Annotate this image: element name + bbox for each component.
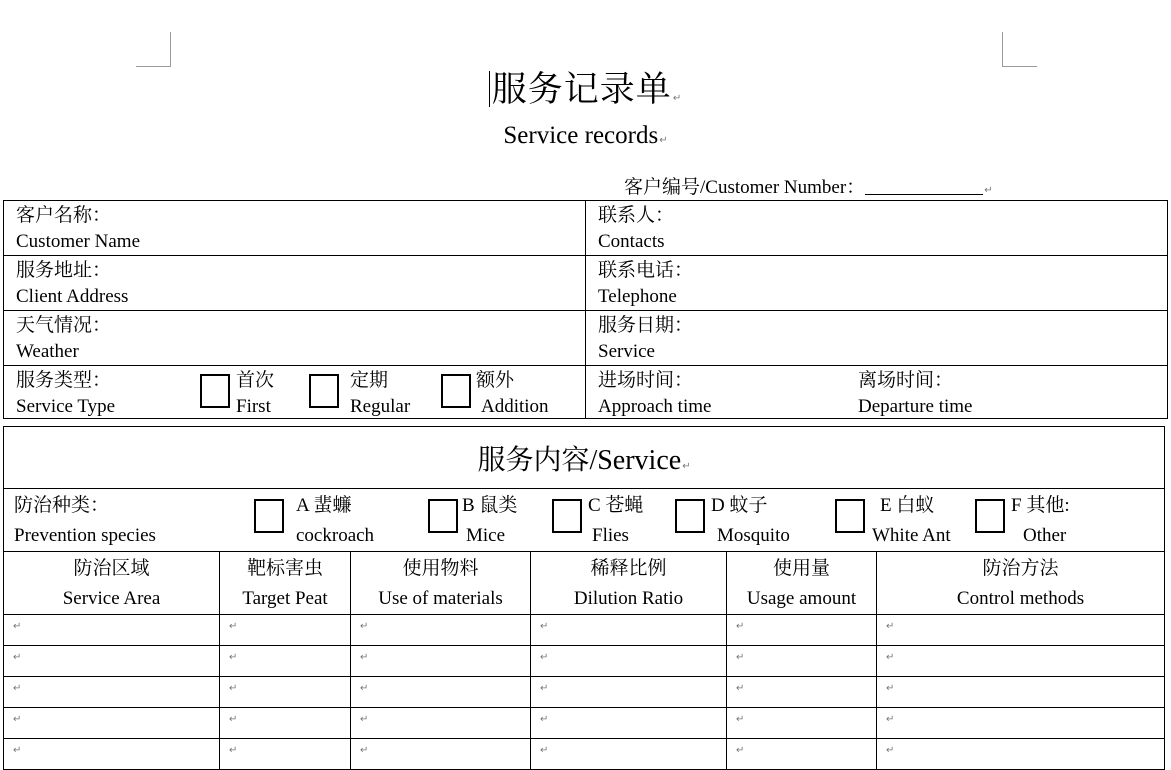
paragraph-mark-icon: ↵	[13, 652, 22, 663]
prevention-species-cell	[4, 489, 1165, 552]
time-cell	[586, 366, 1168, 419]
mosquito-label-en: Mosquito	[717, 525, 790, 546]
paragraph-mark-icon: ↵	[229, 714, 238, 725]
species-other-label	[1011, 491, 1070, 551]
table-cell[interactable]	[727, 708, 877, 739]
document-title-chinese	[0, 62, 1171, 112]
contacts-label-cn: 联系人：	[598, 205, 675, 226]
table-cell[interactable]	[727, 615, 877, 646]
departure-time-label-en: Departure time	[858, 396, 973, 417]
info-row-customer	[4, 201, 1168, 256]
species-mice-checkbox[interactable]	[428, 499, 458, 533]
paragraph-mark-icon: ↵	[659, 135, 668, 146]
approach-time-field[interactable]	[598, 368, 711, 420]
paragraph-mark-icon: ↵	[13, 745, 22, 756]
paragraph-mark-icon: ↵	[736, 714, 745, 725]
table-cell[interactable]	[220, 708, 351, 739]
paragraph-mark-icon: ↵	[736, 745, 745, 756]
customer-name-cell[interactable]	[4, 201, 586, 256]
customer-name-label-cn: 客户名称：	[16, 205, 112, 226]
species-mice-label	[462, 491, 517, 551]
service-section-title-row	[4, 427, 1165, 489]
info-row-service-type	[4, 366, 1168, 419]
customer-info-table	[3, 200, 1168, 419]
mice-label-en: Mice	[466, 525, 506, 546]
paragraph-mark-icon: ↵	[229, 621, 238, 632]
paragraph-mark-icon: ↵	[672, 93, 683, 104]
white-ant-label-cn: E 白蚁	[880, 495, 935, 516]
service-type-regular-checkbox[interactable]	[309, 374, 339, 408]
info-row-weather	[4, 311, 1168, 366]
paragraph-mark-icon: ↵	[886, 652, 895, 663]
paragraph-mark-icon: ↵	[886, 621, 895, 632]
species-cockroach-checkbox[interactable]	[254, 499, 284, 533]
paragraph-mark-icon: ↵	[682, 460, 691, 472]
paragraph-mark-icon: ↵	[886, 745, 895, 756]
table-cell[interactable]	[351, 646, 531, 677]
paragraph-mark-icon: ↵	[984, 185, 993, 196]
prevention-species-row	[4, 489, 1165, 552]
contacts-label-en: Contacts	[598, 231, 665, 252]
col-header-service-area	[4, 552, 220, 615]
title-cn-text: 服务记录单	[491, 70, 672, 110]
service-section-title-text: 服务内容/Service	[477, 444, 682, 476]
table-cell[interactable]	[351, 615, 531, 646]
table-row	[4, 708, 1165, 739]
telephone-label-en: Telephone	[598, 286, 677, 307]
cockroach-label-cn: A 蜚蠊	[296, 495, 352, 516]
telephone-label-cn: 联系电话：	[598, 260, 694, 281]
paragraph-mark-icon: ↵	[540, 621, 549, 632]
table-row	[4, 739, 1165, 770]
col-target-pest-cn: 靶标害虫	[246, 558, 323, 579]
regular-label-en: Regular	[350, 396, 411, 417]
addition-label-en: Addition	[481, 396, 549, 417]
text-cursor	[489, 71, 490, 107]
other-label-cn: F 其他:	[1011, 495, 1070, 516]
addition-label-cn: 额外	[476, 370, 515, 391]
first-label-cn: 首次	[236, 370, 275, 391]
white-ant-label-en: White Ant	[872, 525, 951, 546]
table-cell[interactable]	[877, 739, 1165, 770]
first-label-en: First	[236, 396, 271, 417]
mice-label-cn: B 鼠类	[462, 495, 518, 516]
col-header-dilution-ratio	[531, 552, 727, 615]
paragraph-mark-icon: ↵	[540, 745, 549, 756]
col-target-pest-en: Target Peat	[242, 588, 328, 609]
table-cell[interactable]	[531, 677, 727, 708]
col-header-target-pest	[220, 552, 351, 615]
table-cell[interactable]	[220, 739, 351, 770]
flies-label-en: Flies	[592, 525, 629, 546]
col-header-usage-amount	[727, 552, 877, 615]
paragraph-mark-icon: ↵	[13, 714, 22, 725]
table-cell[interactable]	[4, 739, 220, 770]
table-row	[4, 615, 1165, 646]
col-header-control-methods	[877, 552, 1165, 615]
paragraph-mark-icon: ↵	[360, 621, 369, 632]
col-materials-en: Use of materials	[378, 588, 503, 609]
col-usage-cn: 使用量	[772, 558, 830, 579]
mosquito-label-cn: D 蚊子	[711, 495, 768, 516]
service-date-label-cn: 服务日期：	[598, 315, 694, 336]
document-title-english	[0, 122, 1171, 150]
service-type-label-cn: 服务类型：	[16, 370, 112, 391]
service-type-addition-label	[476, 368, 549, 420]
table-cell[interactable]	[531, 708, 727, 739]
paragraph-mark-icon: ↵	[886, 714, 895, 725]
table-cell[interactable]	[4, 677, 220, 708]
table-cell[interactable]	[877, 615, 1165, 646]
weather-label-cn: 天气情况：	[16, 315, 112, 336]
service-type-cell	[4, 366, 586, 419]
col-control-cn: 防治方法	[982, 558, 1059, 579]
flies-label-cn: C 苍蝇	[588, 495, 644, 516]
paragraph-mark-icon: ↵	[540, 652, 549, 663]
customer-name-label-en: Customer Name	[16, 231, 141, 252]
species-flies-checkbox[interactable]	[552, 499, 582, 533]
col-dilution-cn: 稀释比例	[590, 558, 667, 579]
table-cell[interactable]	[4, 708, 220, 739]
table-cell[interactable]	[4, 615, 220, 646]
table-cell[interactable]	[877, 646, 1165, 677]
other-label-en: Other	[1023, 525, 1067, 546]
telephone-cell[interactable]	[586, 256, 1168, 311]
paragraph-mark-icon: ↵	[540, 683, 549, 694]
species-other-checkbox[interactable]	[975, 499, 1005, 533]
col-materials-cn: 使用物料	[402, 558, 479, 579]
table-cell[interactable]	[531, 615, 727, 646]
table-cell[interactable]	[877, 708, 1165, 739]
paragraph-mark-icon: ↵	[886, 683, 895, 694]
col-header-materials	[351, 552, 531, 615]
prevention-species-label	[14, 491, 156, 551]
table-cell[interactable]	[727, 677, 877, 708]
service-type-label	[16, 368, 115, 420]
prevention-label-en: Prevention species	[14, 525, 156, 546]
customer-number-label: 客户编号/Customer Number：	[624, 177, 866, 198]
species-mosquito-label	[711, 491, 790, 551]
paragraph-mark-icon: ↵	[13, 621, 22, 632]
paragraph-mark-icon: ↵	[360, 652, 369, 663]
table-row	[4, 646, 1165, 677]
table-cell[interactable]	[727, 646, 877, 677]
table-cell[interactable]	[531, 739, 727, 770]
col-usage-en: Usage amount	[746, 588, 857, 609]
paragraph-mark-icon: ↵	[229, 683, 238, 694]
customer-number-line	[624, 172, 993, 199]
paragraph-mark-icon: ↵	[360, 714, 369, 725]
col-service-area-en: Service Area	[62, 588, 161, 609]
species-cockroach-label	[296, 491, 374, 551]
paragraph-mark-icon: ↵	[229, 745, 238, 756]
table-cell[interactable]	[351, 708, 531, 739]
table-cell[interactable]	[220, 677, 351, 708]
customer-number-field[interactable]	[865, 177, 983, 195]
service-date-label-en: Service	[598, 341, 655, 362]
paragraph-mark-icon: ↵	[736, 683, 745, 694]
col-service-area-cn: 防治区域	[73, 558, 150, 579]
approach-time-label-en: Approach time	[598, 396, 712, 417]
prevention-label-cn: 防治种类：	[14, 495, 110, 516]
col-control-en: Control methods	[956, 588, 1085, 609]
approach-time-label-cn: 进场时间：	[598, 370, 694, 391]
table-cell[interactable]	[4, 646, 220, 677]
paragraph-mark-icon: ↵	[13, 683, 22, 694]
table-cell[interactable]	[220, 615, 351, 646]
table-cell[interactable]	[220, 646, 351, 677]
species-white-ant-checkbox[interactable]	[835, 499, 865, 533]
cockroach-label-en: cockroach	[296, 525, 375, 546]
contacts-cell[interactable]	[586, 201, 1168, 256]
client-address-label-cn: 服务地址：	[16, 260, 112, 281]
service-type-first-label	[236, 368, 274, 420]
table-cell[interactable]	[351, 739, 531, 770]
species-mosquito-checkbox[interactable]	[675, 499, 705, 533]
paragraph-mark-icon: ↵	[229, 652, 238, 663]
departure-time-label-cn: 离场时间：	[858, 370, 954, 391]
service-date-cell[interactable]	[586, 311, 1168, 366]
client-address-label-en: Client Address	[16, 286, 129, 307]
weather-cell[interactable]	[4, 311, 586, 366]
regular-label-cn: 定期	[350, 370, 389, 391]
paragraph-mark-icon: ↵	[360, 745, 369, 756]
paragraph-mark-icon: ↵	[540, 714, 549, 725]
title-en-text: Service records	[503, 122, 659, 149]
departure-time-field[interactable]	[858, 368, 972, 420]
service-type-first-checkbox[interactable]	[200, 374, 230, 408]
column-header-row	[4, 552, 1165, 615]
paragraph-mark-icon: ↵	[736, 652, 745, 663]
info-row-address	[4, 256, 1168, 311]
table-cell[interactable]	[727, 739, 877, 770]
weather-label-en: Weather	[16, 341, 79, 362]
species-white-ant-label	[872, 491, 951, 551]
service-content-table	[3, 426, 1165, 770]
paragraph-mark-icon: ↵	[360, 683, 369, 694]
col-dilution-en: Dilution Ratio	[573, 588, 684, 609]
table-cell[interactable]	[531, 646, 727, 677]
paragraph-mark-icon: ↵	[736, 621, 745, 632]
table-cell[interactable]	[351, 677, 531, 708]
table-cell[interactable]	[877, 677, 1165, 708]
service-type-label-en: Service Type	[16, 396, 116, 417]
service-section-title	[4, 427, 1165, 489]
service-type-addition-checkbox[interactable]	[441, 374, 471, 408]
client-address-cell[interactable]	[4, 256, 586, 311]
table-row	[4, 677, 1165, 708]
service-type-regular-label	[350, 368, 410, 420]
species-flies-label	[588, 491, 643, 551]
